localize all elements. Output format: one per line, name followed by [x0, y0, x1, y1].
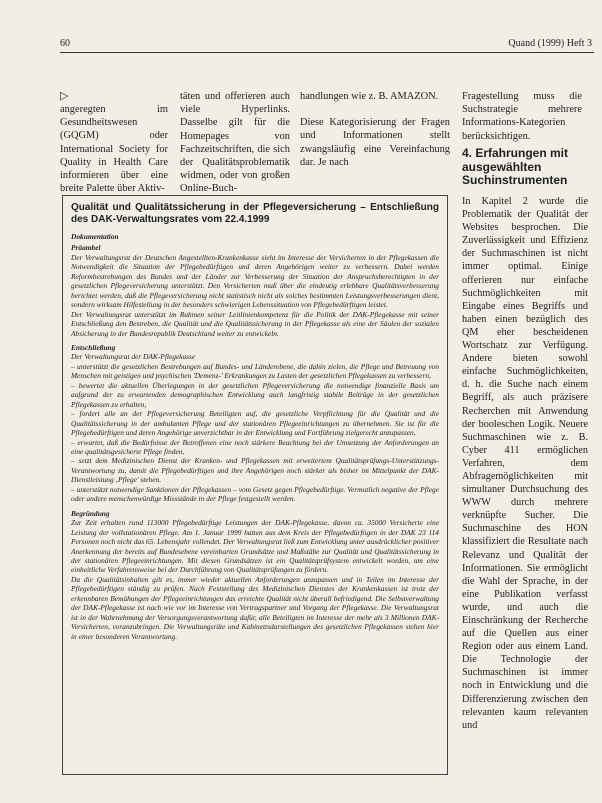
- box-praeambel-text: Der Verwaltungsrat der Deutschen Angestellten-Krankenkasse sieht im Interesse der Versicherten in der Pflegekassen die Notwendigkeit die Situation der Pflegebedürftigen und deren Angehörigen weiter zu verbessern. Dabei werden Reformbestrebungen des Bundes und der Länder zur Verbesserung der Situation der Anspruchsberechtigten in der gesetzlichen Pflegeversicherung unterstützt. Den Versicherten muß über die eindeutig erlebbare Qualitätsverbesserung berichtet werden, daß die Pflegeversicherung nicht statistisch nicht als solches bestimmten Leistungsverbesserungen dient, sondern wirksam Hilfestellung in der besonders schwierigen Lebenssituation von Pflegebedürftigen leistet.: [71, 252, 439, 310]
- section-heading: 4. Erfahrungen mit ausgewählten Suchinstrumenten: [462, 146, 569, 187]
- column-2: [180, 90, 290, 196]
- page-number: 60: [60, 38, 70, 49]
- box-begruendung-text: Zur Zeit erhalten rund 113000 Pflegebedürftige Leistungen der DAK-Pflegekasse, davon ca. 35000 Versicherte eine Leistung der vollstationären Pflege. Am 1. Januar 1999 hatten aus dem Kreis der Pflegebedürftigen in der DAK 23 114 Personen noch nicht das 65. Lebensjahr vollendet. Der Verwaltungsrat ließ zum Entwicklung unter ausdrücklicher positiver Anerkennung der bereits auf Bundesebene vereinbarten Grundsätze und Maßstäbe zur Qualität und Qualitätssicherung in der stationären Pflegeeinrichtungen. Mit diesen Grundsätzen ist ein Qualitätsprüfsystem entwickelt worden, um eine einheitliche Verfahrensweise bei der Durchführung von Qualitätsprüfungen zu fördern.: [71, 518, 439, 575]
- continuation-arrow-icon: ▷: [60, 89, 69, 102]
- box-begruendung-label: Begründung: [71, 508, 110, 518]
- section-body: [462, 195, 588, 732]
- column-2-text: täten und offerieren auch viele Hyperlinks. Dasselbe gilt für die Homepages von Fachzeitschriften, die sich der Qualitätsproblematik widmen, oder von großen Online-Buch-: [180, 91, 290, 195]
- box-praeambel-label: Präambel: [71, 243, 101, 253]
- box-item: – erwartet, daß die Bedürfnisse der Betroffenen eine noch stärkere Beachtung bei der Umsetzung der Anforderungen an eine qualitätsgesicherte Pflege finden,: [71, 437, 439, 456]
- box-item: – unterstützt die gesetzlichen Bestrebungen auf Bundes- und Länderebene, die dahin zielen, die Pflege und Betreuung von Menschen mit geistigen und psychischen 'Demenz-' Erkrankungen zu Lasten der gesetzlichen Pflegekassen zu verbessern,: [71, 361, 439, 381]
- box-title: Qualität und Qualitätssicherung in der Pflegeversicherung – Entschließung des DAK-Verwaltungsrates vom 22.4.1999: [71, 202, 439, 225]
- box-item: – setzt dem Medizinischen Dienst der Kranken- und Pflegekassen mit erweitertem Qualitätsprüfungs-Unterstützungs-Verantwortung zu, damit die Pflegebedürftigen und ihre Angehörigen noch stärker als bisher im Mittelpunkt der DAK-Dienstleistung ‚Pflege' stehen.: [71, 456, 439, 485]
- box-item: – unterstützt notwendige Sanktionen der Pflegekassen – vom Gesetz gegen Pflegebedürftige. Vermutlich negative der Pflege oder andere menschenwürdige Missstände in der Pflege festgestellt werden.: [71, 484, 439, 504]
- box-item: – fordert alle an der Pflegeversicherung Beteiligten auf, die gesetzliche Verpflichtung für die Qualität und die Qualitätssicherung in der ambulanten Pflege und der stationären Pflegeeinrichtungen zu übernehmen. Sie ist für die Pflegebedürftigen und deren Angehörige unverzichtbar in der Entwicklung und Fortführung zielgerecht anzupassen,: [71, 409, 439, 438]
- column-1-text: angeregten im Gesundheitswesen (GQGM) oder International Society for Quality in Health Care informieren über eine breite Palette über Aktiv-: [60, 104, 168, 195]
- column-4: [462, 90, 582, 143]
- box-entschliessung-intro: Der Verwaltungsrat der DAK-Pflegekasse: [71, 352, 196, 362]
- column-3-text-1: handlungen wie z. B. AMAZON.: [300, 91, 439, 102]
- column-1: [60, 90, 168, 195]
- box-doc-label: Dokumentation: [71, 232, 119, 241]
- documentation-box: [62, 195, 448, 775]
- column-4-text: Fragestellung muss die Suchstrategie mehrere Informations-Kategorien berücksichtigen.: [462, 91, 582, 142]
- box-praeambel-text-2: Der Verwaltungsrat unterstützt im Rahmen seiner Leitlinienkompetenz für die Politik der DAK-Pflegekasse mit seiner Entschließung den Bestreben, die Qualität und die Qualitätssicherung in der Pflegekasse als eine der Säulen der sozialen Absicherung in der Bundesrepublik Deutschland weiter zu entwickeln.: [71, 309, 439, 338]
- box-item: – bewertet die aktuellen Überlegungen in der gesetzlichen Pflegeversicherung die notwendige finanzielle Basis um aufgrund der zu erwartenden demographischen Entwicklung auch langfristig stabile Beiträge in der gesetzlichen Pflegekassen zu erhalten,: [71, 380, 439, 409]
- header-rule: [60, 52, 594, 53]
- box-begruendung-text-2: Da die Qualitätsinhalten gilt es, immer wieder aktuellen Anforderungen anzupassen und in Teilen im Interesse der Pflegebedürftigen ständig zu prüfen. Nach Feststellung des Medizinischen Dienstes der Krankenkassen ist trotz der erkennbaren Bemühungen der Pflegeeinrichtungen das erreichte Qualität nicht überall befriedigend. Die Selbstverwaltung der DAK-Pflegekasse ist nach wie vor im Interesse von Vertragspartner und Vorgang der Pflegekasse. Die Verwaltungsrat ist in der Wahrnehmung der Versorgungsverantwortung dafür, alle Beteiligten im Interesse der mehr als 3 Millionen DAK-Versicherten, voranzubringen. Die Verwaltungsräte und Kabinettsdarstellungen des gesetzlichen Pflegekassen stehen hier in einer besonderen Verantwortung.: [71, 574, 439, 641]
- box-entschliessung-label: Entschließung: [71, 342, 116, 352]
- column-3-text-2: Diese Kategorisierung der Fragen und Informationen stellt zwangsläufig eine Vereinfachung dar. Je nach: [300, 117, 450, 168]
- column-3: [300, 90, 450, 169]
- section-body-text: In Kapitel 2 wurde die Problematik der Qualität der Websites besprochen. Die Zuverlässigkeit und Effizienz der Suchmaschinen ist nicht immer optimal. Einige offerieren nur einfache Suchmöglichkeiten mit Eingabe eines Begriffs und haben einen bezüglich des QM eher bescheidenen Wortschatz zur Verfügung. Andere bieten sowohl einfache Suchmöglichkeiten, d. h. die Suche nach einem Begriff, als auch präzisere Recherchen mit Anwendung der booleschen Logik. Neuere Suchmaschinen wie z. B. Cyber 411 ermöglichen Verfahren, dem Abfragemöglichkeiten mit simultaner Durchsuchung des WWW durch mehrere verknüpfte Sucher. Die Suchmaschine des HON klassifiziert die Resultate nach Relevanz und Qualität der Informationen. Sie ermöglicht die Wahl der Sprache, in der eine Publikation verfasst wurde, und auch die Einschränkung der Recherche auf die Quellen aus einer Region oder aus einem Land. Die Technologie der Suchmaschinen ist immer noch in Entwicklung und die Differenzierung zwischen den relevanten kaum relevanten und: [462, 196, 588, 731]
- running-title: Quand (1999) Heft 3: [508, 38, 592, 49]
